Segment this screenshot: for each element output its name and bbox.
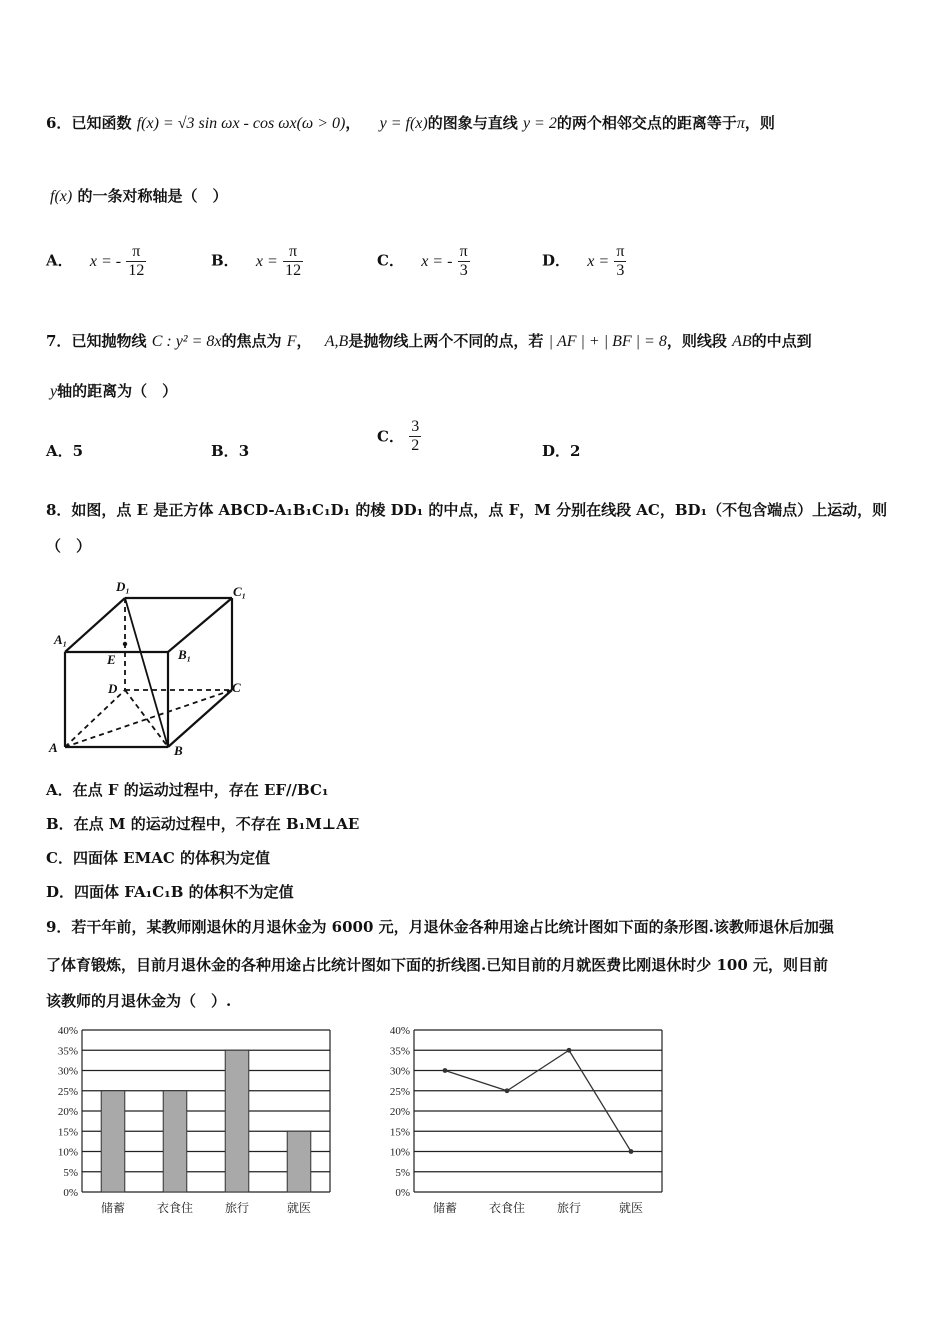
q6-tail2: ，则 [744, 114, 775, 132]
q7-condition: | AF | + | BF | = 8 [548, 333, 667, 350]
edge-a-d-hidden [65, 690, 125, 747]
line-chart [372, 1020, 672, 1220]
q6-option-d[interactable] [542, 243, 626, 280]
q7-parabola: C : y² = 8x [151, 333, 222, 350]
bar [163, 1091, 187, 1192]
q7-mid3: ，则线段 [666, 332, 727, 350]
q7-sep: ， [296, 332, 312, 350]
q7-mid1: 的焦点为 [221, 332, 282, 350]
y-tick-label: 35% [389, 1045, 410, 1058]
frac-num: π [126, 243, 146, 262]
q7-tail: 的中点到 [751, 332, 812, 350]
q6-mid: 的图象与直线 [427, 114, 518, 132]
y-tick-label: 5% [395, 1166, 410, 1179]
label-c: C [232, 680, 241, 695]
frac-num: π [616, 243, 625, 260]
data-point [443, 1068, 448, 1073]
x-tick-label: 储蓄 [432, 1201, 458, 1215]
data-point [567, 1048, 572, 1053]
q7-line2 [50, 381, 177, 402]
q6-line: y = 2 [522, 115, 557, 132]
q8-line2: （ ） [46, 537, 92, 555]
q8-option-b[interactable]: B．在点 M 的运动过程中，不存在 B₁M⊥AE [46, 815, 360, 833]
label-e: E [107, 652, 116, 667]
q7-mid2: 是抛物线上两个不同的点，若 [348, 332, 544, 350]
diagonal-d-b-hidden [125, 690, 168, 747]
y-tick-label: 30% [57, 1065, 78, 1078]
option-label: D． [542, 442, 571, 460]
y-tick-label: 35% [57, 1045, 78, 1058]
label-d: D [108, 681, 118, 696]
q9-line2: 了体育锻炼，目前月退休金的各种用途占比统计图如下面的折线图.已知目前的月就医费比刚退休时少 100 元，则目前 [46, 956, 828, 974]
option-label: B． [211, 442, 239, 460]
y-tick-label: 20% [389, 1106, 410, 1118]
q8-option-c[interactable]: C．四面体 EMAC 的体积为定值 [46, 849, 270, 867]
y-tick-label: 10% [57, 1146, 78, 1159]
frac-den: 12 [128, 262, 145, 279]
frac-den: 3 [616, 262, 625, 279]
q6-function-def: f(x) = √3 sin ωx - cos ωx(ω > 0) [136, 115, 346, 132]
q8-option-a[interactable]: A．在点 F 的运动过程中，存在 EF//BC₁ [46, 781, 329, 799]
q6-yfx: y = f(x) [379, 115, 428, 132]
frac-den: 3 [459, 262, 468, 279]
cube-figure [40, 575, 260, 760]
q6-lead: 已知函数 [71, 114, 132, 132]
label-a: A [49, 740, 58, 755]
x-tick-label: 就医 [286, 1201, 312, 1215]
frac-num: π [459, 243, 468, 260]
series-line [445, 1050, 631, 1151]
q6-pi: π [736, 115, 745, 132]
bar [225, 1050, 249, 1192]
x-tick-label: 衣食住 [156, 1201, 194, 1215]
q7-option-d[interactable] [542, 441, 580, 461]
y-tick-label: 20% [57, 1106, 78, 1118]
q6-sep: ， [345, 114, 361, 132]
q7-points: A,B [324, 333, 349, 350]
frac-den: 12 [285, 262, 302, 279]
q7-focus: F [286, 333, 297, 350]
q7-option-b[interactable] [211, 441, 249, 461]
option-fraction [458, 243, 470, 280]
option-fraction [614, 243, 626, 280]
x-tick-label: 储蓄 [100, 1201, 126, 1215]
option-fraction [283, 243, 303, 280]
q6-number: 6． [46, 114, 72, 132]
y-tick-label: 15% [389, 1126, 410, 1139]
option-value: 2 [570, 442, 581, 460]
q7-option-c[interactable] [377, 418, 421, 455]
option-fraction [126, 243, 146, 280]
q7-segment: AB [732, 333, 752, 350]
q6-option-a[interactable] [46, 243, 146, 280]
q7-yaxis: y [50, 383, 58, 400]
option-value: 3 [238, 442, 250, 460]
label-a1: A₁ [54, 632, 68, 647]
y-tick-label: 15% [57, 1126, 78, 1139]
x-tick-label: 旅行 [224, 1201, 250, 1215]
y-tick-label: 25% [57, 1085, 78, 1098]
y-tick-label: 5% [63, 1166, 78, 1179]
option-prefix: x = - [89, 252, 122, 270]
q7-line1 [46, 331, 812, 352]
y-tick-label: 40% [57, 1025, 78, 1037]
q6-tail: 的两个相邻交点的距离等于 [556, 114, 737, 132]
edge-b-c [168, 690, 232, 747]
y-tick-label: 10% [389, 1146, 410, 1159]
bar-chart [40, 1020, 340, 1220]
diagonal-a-c-hidden [65, 690, 232, 747]
q7-lead: 已知抛物线 [71, 332, 147, 350]
q7-stem-end: 轴的距离为（ ） [57, 382, 178, 400]
q9-line3: 该教师的月退休金为（ ）. [46, 992, 232, 1010]
x-tick-label: 就医 [618, 1201, 644, 1215]
y-tick-label: 0% [63, 1187, 78, 1199]
option-label: C． [377, 427, 404, 446]
x-tick-label: 衣食住 [488, 1201, 526, 1215]
option-label: A． [46, 442, 73, 460]
q7-number: 7． [46, 332, 72, 350]
y-tick-label: 30% [389, 1065, 410, 1078]
q6-line2 [50, 186, 227, 207]
frac-den: 2 [411, 437, 420, 454]
q6-line1 [46, 113, 775, 134]
option-label: D． [542, 251, 571, 270]
q8-option-d[interactable]: D．四面体 FA₁C₁B 的体积不为定值 [46, 883, 294, 901]
y-tick-label: 0% [395, 1187, 410, 1199]
option-fraction [409, 418, 421, 455]
data-point [629, 1149, 634, 1154]
q6-stem-end: 的一条对称轴是（ ） [77, 187, 228, 205]
option-label: C． [377, 251, 404, 270]
q6-option-c[interactable] [377, 243, 470, 280]
edge-a1-d1 [65, 598, 125, 652]
option-label: A． [46, 251, 73, 270]
frac-num: 3 [411, 418, 420, 435]
option-label: B． [211, 251, 239, 270]
q9-line1: 9．若干年前，某教师刚退休的月退休金为 6000 元，月退休金各种用途占比统计图如下面的条形图.该教师退休后加强 [46, 918, 834, 936]
option-prefix: x = [255, 252, 278, 270]
bar [101, 1091, 125, 1192]
label-b: B [174, 743, 183, 758]
edge-b1-c1 [168, 598, 232, 652]
option-prefix: x = - [421, 252, 453, 270]
label-c1: C₁ [233, 584, 247, 599]
option-value: 5 [72, 442, 84, 460]
q8-line1: 8．如图，点 E 是正方体 ABCD-A₁B₁C₁D₁ 的棱 DD₁ 的中点，点 F，M 分别在线段 AC，BD₁（不包含端点）上运动，则 [46, 501, 888, 519]
q7-option-a[interactable] [46, 441, 83, 461]
y-tick-label: 25% [389, 1085, 410, 1098]
q6-fx: f(x) [50, 188, 73, 205]
label-b1: B₁ [178, 647, 192, 662]
x-tick-label: 旅行 [556, 1201, 582, 1215]
point-e [123, 642, 127, 646]
segment-d1-b [125, 598, 168, 747]
data-point [505, 1088, 510, 1093]
option-prefix: x = [587, 252, 610, 270]
q6-option-b[interactable] [211, 243, 303, 280]
y-tick-label: 40% [389, 1025, 410, 1037]
bar [287, 1131, 311, 1192]
label-d1: D₁ [116, 579, 130, 594]
frac-num: π [283, 243, 303, 262]
